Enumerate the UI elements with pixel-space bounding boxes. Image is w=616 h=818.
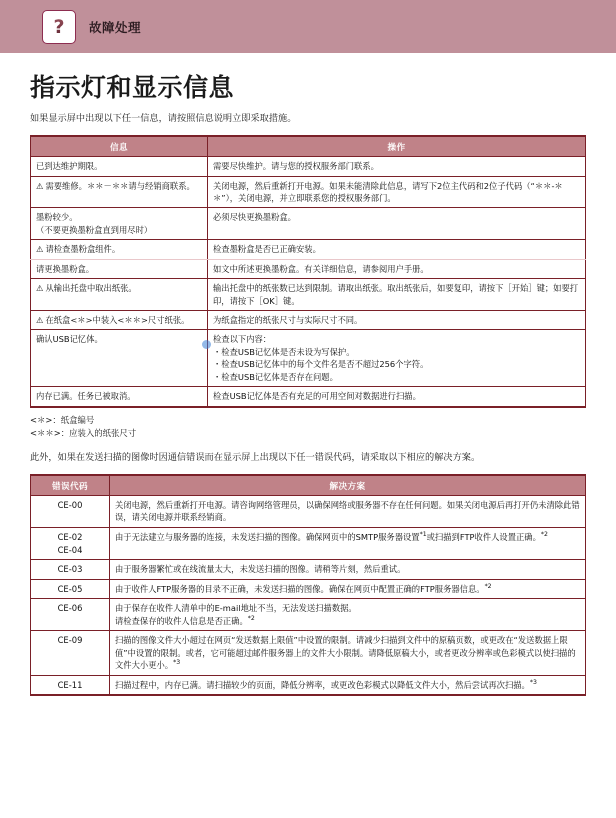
error-code-cell [31, 496, 110, 528]
page-header-band [0, 0, 616, 53]
table-row [31, 157, 586, 176]
cell-line: 请更换墨粉盒。 [36, 263, 95, 274]
column-header-message: 信息 [31, 136, 208, 157]
cell-line: 由于收件人FTP服务器的目录不正确，未发送扫描的图像。确保在网页中配置正确的FTP服务器信息。$^{*2}$ [115, 582, 492, 594]
action-cell [208, 157, 586, 176]
table-row [31, 259, 586, 278]
cell-line: 由于服务器繁忙或在线流量太大，未发送扫描的图像。请稍等片刻，然后重试。 [115, 564, 406, 575]
cell-line: 墨粉较少。 [36, 212, 78, 223]
intro-paragraph: 如果显示屏中出现以下任一信息，请按照信息说明立即采取措施。 [30, 112, 297, 124]
message-cell [31, 279, 208, 311]
table-row [31, 279, 586, 311]
message-cell [31, 330, 208, 387]
message-cell [31, 240, 208, 259]
cell-line: CE-09 [57, 635, 83, 646]
cell-line: 扫描的图像文件大小超过在网页“发送数据上限值”中设置的限制。请减少扫描到文件中的原稿页数，或更改在“发送数据上限值”中设置的限制。或者，它可能超过邮件服务器上的文件大小限制。请降低原稿大小，或者更改分辨率或色彩模式以使扫描的文件大小更小。$^{*3}$ [115, 635, 576, 671]
solution-cell [110, 599, 586, 631]
cell-line: ⚠ 从输出托盘中取出纸张。 [36, 283, 137, 294]
error-table-body [31, 496, 586, 696]
column-header-action: 操作 [208, 136, 586, 157]
table-row [31, 208, 586, 240]
warning-triangle-icon: ⚠ [36, 180, 44, 191]
cell-line: ⚠ 请检查墨粉盒组件。 [36, 244, 121, 255]
message-cell [31, 387, 208, 407]
cell-line: 确认USB记忆体。 [36, 334, 103, 345]
message-cell [31, 176, 208, 208]
message-action-table [30, 135, 586, 408]
cell-line: ・检查USB记忆体中的每个文件名是否不超过256个字符。 [213, 359, 429, 370]
cell-line: 扫描过程中，内存已满。请扫描较少的页面，降低分辨率，或更改色彩模式以降低文件大小，然后尝试再次扫描。$^{*3}$ [115, 678, 537, 690]
cell-line: CE-02 [57, 531, 83, 542]
cell-line: 检查墨粉盒是否已正确安装。 [213, 244, 321, 255]
table-row [31, 560, 586, 580]
table-header-row [31, 136, 586, 157]
cell-line: CE-03 [57, 564, 83, 575]
cell-line: ・检查USB记忆体是否存在问题。 [213, 371, 338, 382]
cell-line: CE-06 [57, 603, 83, 614]
solution-cell [110, 675, 586, 695]
message-table-body [31, 157, 586, 407]
table-row [31, 311, 586, 330]
cell-line: CE-04 [57, 544, 83, 555]
question-mark-icon [42, 10, 76, 44]
header-title: 故障处理 [89, 19, 142, 35]
error-table-header-row [31, 475, 586, 496]
solution-cell [110, 579, 586, 599]
error-code-cell [31, 631, 110, 675]
error-code-cell [31, 599, 110, 631]
cell-line: CE-11 [57, 679, 83, 690]
cell-line: 为纸盒指定的纸张尺寸与实际尺寸不同。 [213, 315, 363, 326]
cell-line: 检查USB记忆体是否有充足的可用空间对数据进行扫描。 [213, 391, 421, 402]
cell-line: 由于无法建立与服务器的连接，未发送扫描的图像。确保网页中的SMTP服务器设置$^{*1}$或扫描到FTP收件人设置正确。$^{*2}$ [115, 531, 548, 542]
action-cell [208, 279, 586, 311]
cell-line: ・检查USB记忆体是否未设为写保护。 [213, 346, 355, 357]
error-code-cell [31, 560, 110, 580]
table-row [31, 527, 586, 559]
action-cell [208, 240, 586, 259]
solution-cell [110, 496, 586, 528]
message-cell [31, 259, 208, 278]
message-cell [31, 157, 208, 176]
solution-cell [110, 560, 586, 580]
error-code-cell [31, 675, 110, 695]
cell-line: （不要更换墨粉盒直到用尽时） [36, 224, 153, 235]
action-cell [208, 330, 586, 387]
action-cell [208, 208, 586, 240]
column-header-error-code: 错误代码 [31, 475, 110, 496]
action-cell [208, 387, 586, 407]
message-cell [31, 208, 208, 240]
solution-cell [110, 631, 586, 675]
error-code-cell [31, 579, 110, 599]
page-title: 指示灯和显示信息 [30, 73, 235, 102]
cell-line: CE-05 [57, 583, 83, 594]
table-row [31, 496, 586, 528]
cell-line: 输出托盘中的纸张数已达到限制。请取出纸张。取出纸张后，如要复印，请按下［开始］键；如要打印，请按下［OK］键。 [213, 283, 579, 306]
cell-line: 内存已满。任务已被取消。 [36, 391, 136, 402]
table-row [31, 387, 586, 407]
table-row [31, 240, 586, 259]
cell-line: 必须尽快更换墨粉盒。 [213, 212, 296, 223]
symbol-notes [30, 414, 586, 440]
column-header-solution: 解决方案 [110, 475, 586, 496]
table-row [31, 631, 586, 675]
svg-text:?: ? [53, 15, 65, 38]
table-row [31, 330, 586, 387]
table-row [31, 675, 586, 695]
table-row [31, 579, 586, 599]
table-row [31, 176, 586, 208]
cell-line: 需要尽快维护。请与您的授权服务部门联系。 [213, 161, 379, 172]
error-code-cell [31, 527, 110, 559]
cell-line: CE-00 [57, 500, 83, 511]
warning-triangle-icon: ⚠ [36, 315, 44, 326]
error-code-table [30, 474, 586, 696]
warning-triangle-icon: ⚠ [36, 244, 44, 255]
mid-paragraph: 此外，如果在发送扫描的图像时因通信错误而在显示屏上出现以下任一错误代码，请采取以下相应的解决方案。 [30, 451, 481, 463]
note-paper-size: <＊＊>：应装入的纸张尺寸 [30, 427, 137, 438]
action-cell [208, 311, 586, 330]
cell-line: 已到达维护期限。 [36, 161, 103, 172]
solution-cell [110, 527, 586, 559]
cell-line: 检查以下内容： [213, 334, 272, 345]
message-cell [31, 311, 208, 330]
page-content [0, 74, 616, 696]
cell-line: 请检查保存的收件人信息是否正确。$^{*2}$ [115, 615, 255, 626]
note-cassette-number: <＊>：纸盒编号 [30, 414, 95, 425]
action-cell [208, 259, 586, 278]
table-row [31, 599, 586, 631]
cell-line: 关闭电源，然后重新打开电源。请咨询网络管理员，以确保网络或服务器不存在任何问题。如果关闭电源后再打开仍未清除此错误，请关闭电源并联系经销商。 [115, 500, 580, 523]
cell-line: ⚠ 在纸盒<＊>中装入<＊＊>尺寸纸张。 [36, 315, 190, 326]
cell-line: 如文中所述更换墨粉盒。有关详细信息，请参阅用户手册。 [213, 263, 429, 274]
warning-triangle-icon: ⚠ [36, 283, 44, 294]
cell-line: 由于保存在收件人清单中的E-mail地址不当，无法发送扫描数据。 [115, 603, 357, 614]
cell-line: ⚠ 需要维修。＊＊－＊＊请与经销商联系。 [36, 180, 195, 191]
cell-line: 关闭电源，然后重新打开电源。如果未能清除此信息，请写下2位主代码和2位子代码（“＊＊-＊＊”），关闭电源，并立即联系您的授权服务部门。 [213, 180, 563, 203]
action-cell [208, 176, 586, 208]
